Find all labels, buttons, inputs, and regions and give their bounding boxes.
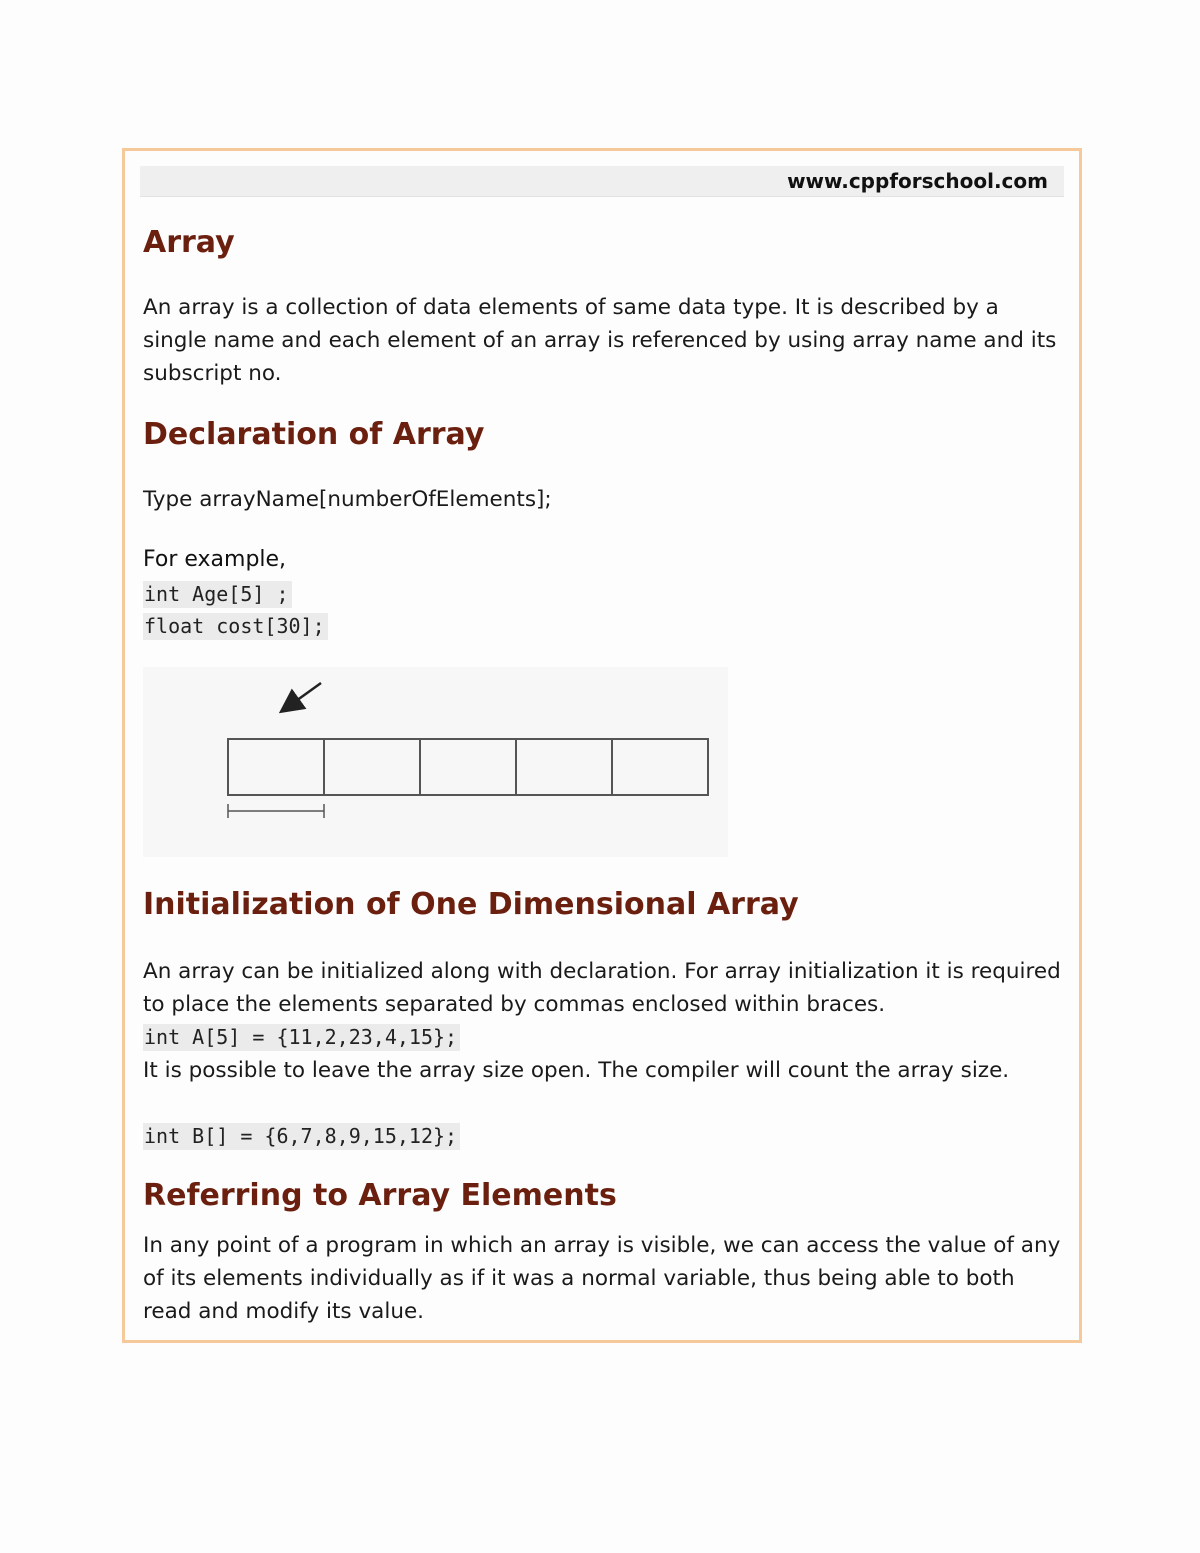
array-diagram-svg — [143, 667, 728, 857]
initialization-description: An array can be initialized along with declaration. For array initialization it is required to place the elements separated by commas enclosed within braces. — [143, 959, 1061, 1017]
array-cell — [612, 739, 708, 795]
array-diagram — [143, 667, 728, 857]
array-description: An array is a collection of data elements of same data type. It is described by a single name and each element of an array is referenced by using array name and its subscript no. — [143, 295, 1057, 386]
array-cell — [228, 739, 324, 795]
code-line: int B[] = {6,7,8,9,15,12}; — [143, 1123, 460, 1150]
section-title-declaration: Declaration of Array — [143, 417, 485, 452]
example-label: For example, — [143, 547, 287, 572]
code-line: int A[5] = {11,2,23,4,15}; — [143, 1024, 460, 1051]
index-pointer-arrow — [289, 683, 321, 706]
open-size-description: It is possible to leave the array size open. The compiler will count the array size. — [143, 1058, 1010, 1083]
array-cell — [516, 739, 612, 795]
section-title-array: Array — [143, 225, 235, 260]
declaration-syntax: Type arrayName[numberOfElements]; — [143, 487, 552, 512]
code-line: int Age[5] ; — [143, 581, 292, 608]
code-line: float cost[30]; — [143, 613, 328, 640]
section-title-referring: Referring to Array Elements — [143, 1178, 617, 1213]
referring-description: In any point of a program in which an array is visible, we can access the value of any of its elements individually as if it was a normal variable, thus being able to both read and modify its value. — [143, 1233, 1061, 1324]
site-url: www.cppforschool.com — [787, 169, 1048, 193]
site-header-bar — [140, 166, 1064, 197]
array-cell — [324, 739, 420, 795]
page-frame — [122, 148, 1082, 1343]
section-title-initialization: Initialization of One Dimensional Array — [143, 887, 799, 922]
array-cell — [420, 739, 516, 795]
